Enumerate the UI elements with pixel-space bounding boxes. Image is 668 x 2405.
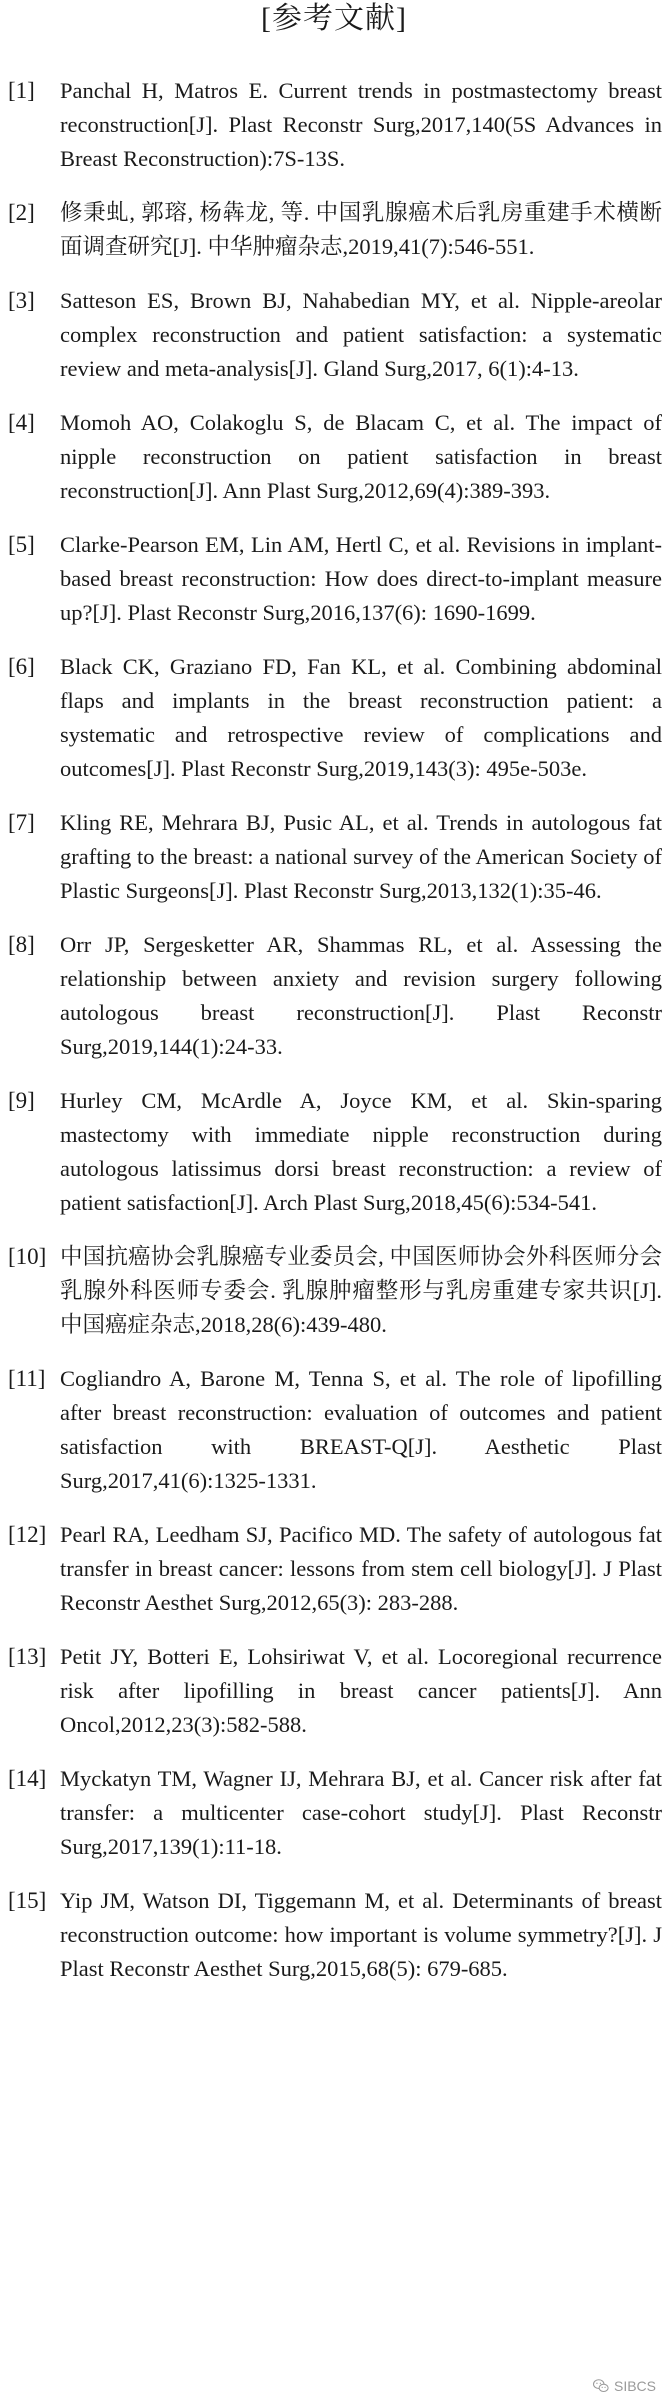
reference-item (0, 406, 668, 508)
reference-text: Kling RE, Mehrara BJ, Pusic AL, et al. Trends in autologous fat grafting to the breast: a national survey of the American Society of Plastic Surgeons[J]. Plast Reconstr Surg,2013,132(1):35-46. (60, 810, 662, 903)
reference-item (0, 806, 668, 908)
reference-number: [6] (8, 654, 35, 679)
reference-text: Black CK, Graziano FD, Fan KL, et al. Combining abdominal flaps and implants in the breast reconstruction patient: a systematic and retrospective review of complications and outcomes[J]. Plast Reconstr Surg,2019,143(3): 495e-503e. (60, 654, 662, 781)
reference-text: Yip JM, Watson DI, Tiggemann M, et al. Determinants of breast reconstruction outcome: how important is volume symmetry?[J]. J Plast Reconstr Aesthet Surg,2015,68(5): 679-685. (60, 1888, 662, 1981)
reference-number: [3] (8, 288, 35, 313)
reference-text: Pearl RA, Leedham SJ, Pacifico MD. The safety of autologous fat transfer in breast cancer: lessons from stem cell biology[J]. J Plast Reconstr Aesthet Surg,2012,65(3): 283-288. (60, 1522, 662, 1615)
reference-item (0, 74, 668, 176)
reference-number: [5] (8, 532, 35, 557)
reference-list (0, 74, 668, 2006)
wechat-icon (592, 2377, 610, 2395)
watermark-text: SIBCS (613, 2378, 656, 2394)
reference-number: [8] (8, 932, 35, 957)
reference-item (0, 1762, 668, 1864)
reference-number: [12] (8, 1522, 47, 1547)
reference-number: [10] (8, 1244, 47, 1269)
reference-item (0, 528, 668, 630)
reference-item (0, 1084, 668, 1220)
reference-text: Satteson ES, Brown BJ, Nahabedian MY, et al. Nipple-areolar complex reconstruction and patient satisfaction: a systematic review and meta-analysis[J]. Gland Surg,2017, 6(1):4-13. (60, 288, 662, 381)
reference-item (0, 1884, 668, 1986)
reference-number: [11] (8, 1366, 46, 1391)
reference-item (0, 928, 668, 1064)
reference-number: [13] (8, 1644, 47, 1669)
reference-item (0, 1640, 668, 1742)
reference-number: [14] (8, 1766, 47, 1791)
reference-number: [1] (8, 78, 35, 103)
reference-number: [15] (8, 1888, 47, 1913)
reference-item (0, 284, 668, 386)
reference-text: Petit JY, Botteri E, Lohsiriwat V, et al. Locoregional recurrence risk after lipofilling in breast cancer patients[J]. Ann Oncol,2012,23(3):582-588. (60, 1644, 662, 1737)
reference-text: Hurley CM, McArdle A, Joyce KM, et al. Skin-sparing mastectomy with immediate nipple reconstruction during autologous latissimus dorsi breast reconstruction: a review of patient satisfaction[J]. Arch Plast Surg,2018,45(6):534-541. (60, 1088, 662, 1215)
watermark (592, 2377, 656, 2395)
reference-number: [9] (8, 1088, 35, 1113)
reference-item (0, 650, 668, 786)
reference-text: Panchal H, Matros E. Current trends in postmastectomy breast reconstruction[J]. Plast Reconstr Surg,2017,140(5S Advances in Breast Reconstruction):7S-13S. (60, 78, 662, 171)
reference-text: Momoh AO, Colakoglu S, de Blacam C, et al. The impact of nipple reconstruction on patient satisfaction in breast reconstruction[J]. Ann Plast Surg,2012,69(4):389-393. (60, 410, 662, 503)
reference-number: [2] (8, 200, 35, 225)
reference-text: 修秉虬, 郭瑢, 杨犇龙, 等. 中国乳腺癌术后乳房重建手术横断面调查研究[J]. 中华肿瘤杂志,2019,41(7):546-551. (60, 200, 662, 259)
references-heading: [参考文献] (261, 2, 407, 35)
reference-number: [4] (8, 410, 35, 435)
reference-number: [7] (8, 810, 35, 835)
reference-text: Clarke-Pearson EM, Lin AM, Hertl C, et al. Revisions in implant-based breast reconstruction: How does direct-to-implant measure up?[J]. Plast Reconstr Surg,2016,137(6): 1690-1699. (60, 532, 662, 625)
reference-item (0, 1518, 668, 1620)
reference-text: Cogliandro A, Barone M, Tenna S, et al. The role of lipofilling after breast reconstruction: evaluation of outcomes and patient satisfaction with BREAST-Q[J]. Aesthetic Plast Surg,2017,41(6):1325-1331. (60, 1366, 662, 1493)
reference-item (0, 1362, 668, 1498)
reference-text: Myckatyn TM, Wagner IJ, Mehrara BJ, et al. Cancer risk after fat transfer: a multicenter case-cohort study[J]. Plast Reconstr Surg,2017,139(1):11-18. (60, 1766, 662, 1859)
reference-item (0, 196, 668, 264)
reference-text: Orr JP, Sergesketter AR, Shammas RL, et al. Assessing the relationship between anxiety and revision surgery following autologous breast reconstruction[J]. Plast Reconstr Surg,2019,144(1):24-33. (60, 932, 662, 1059)
reference-item (0, 1240, 668, 1342)
reference-text: 中国抗癌协会乳腺癌专业委员会, 中国医师协会外科医师分会乳腺外科医师专委会. 乳腺肿瘤整形与乳房重建专家共识[J]. 中国癌症杂志,2018,28(6):439-480. (60, 1244, 662, 1337)
